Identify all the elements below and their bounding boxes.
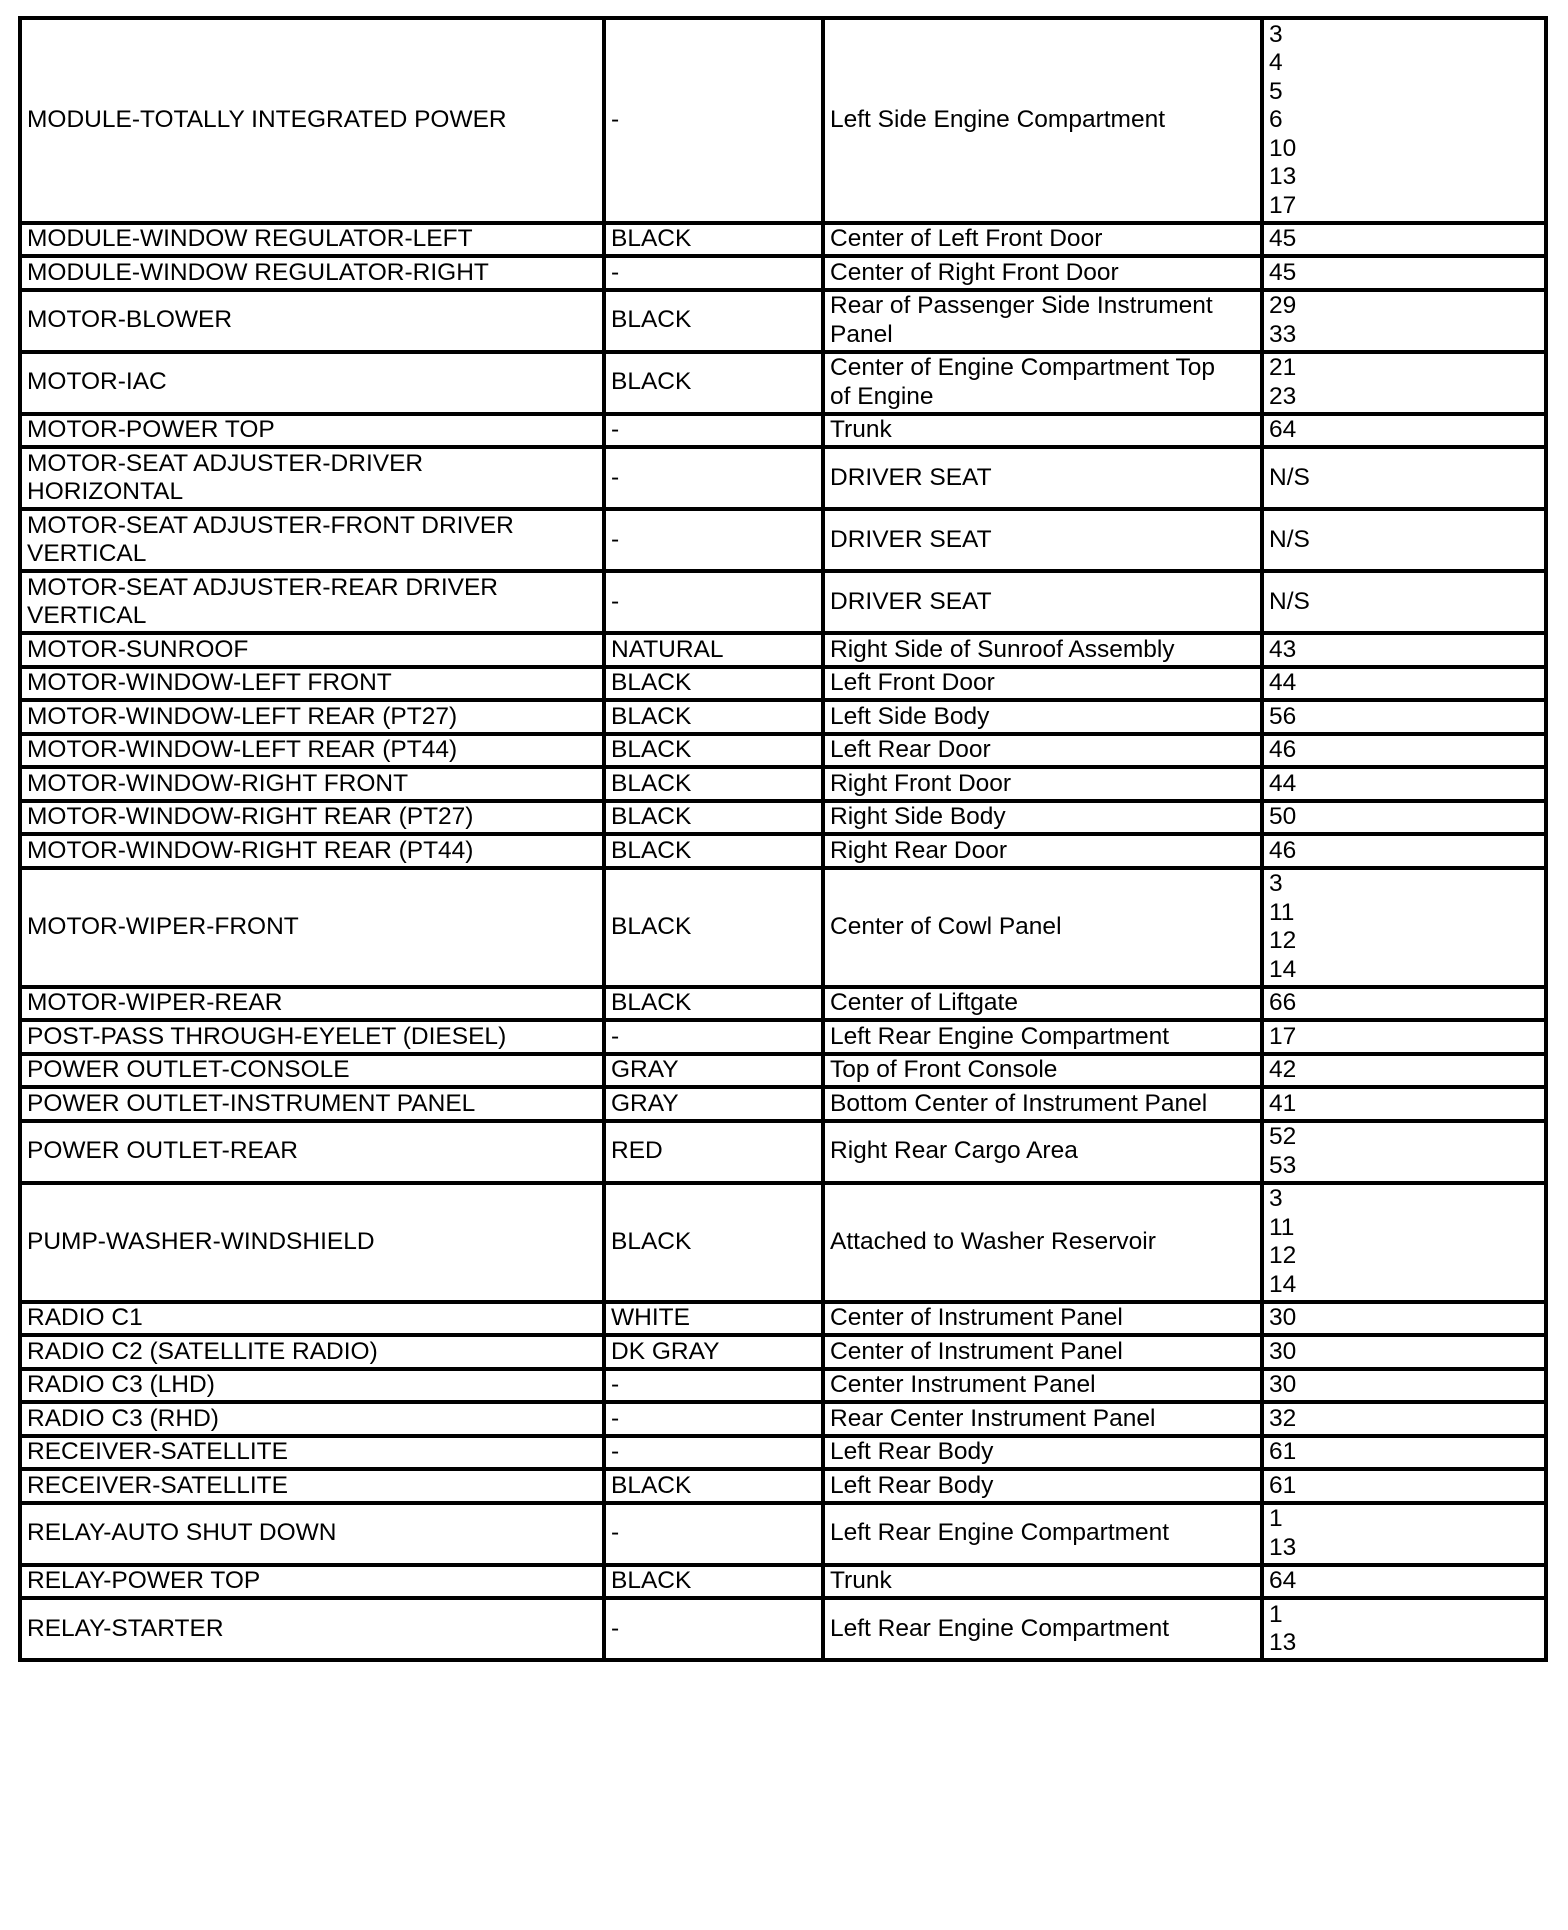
figure-number-cell-line: 30	[1269, 1304, 1297, 1331]
location-cell-line: Right Rear Cargo Area	[830, 1137, 1078, 1165]
figure-number-cell-line: 10	[1269, 134, 1297, 162]
component-name-cell	[20, 801, 604, 835]
connector-color-cell: DK GRAY	[604, 1335, 823, 1369]
figure-number-cell	[1262, 633, 1546, 667]
component-name-cell-line: MOTOR-SEAT ADJUSTER-DRIVER	[27, 449, 424, 477]
location-cell	[823, 223, 1262, 257]
connector-color-cell: BLACK	[604, 734, 823, 768]
location-cell-line: Left Rear Engine Compartment	[830, 1022, 1170, 1050]
component-name-cell	[20, 18, 604, 223]
component-name-cell-line: RADIO C1	[27, 1304, 143, 1331]
figure-number-cell-line: 30	[1269, 1337, 1297, 1365]
table-row	[20, 801, 1546, 835]
table-row	[20, 571, 1546, 633]
connector-color-cell: BLACK	[604, 223, 823, 257]
location-cell-line: Center of Right Front Door	[830, 258, 1119, 286]
connector-color-cell: RED	[604, 1121, 823, 1183]
location-cell-line: Rear Center Instrument Panel	[830, 1404, 1156, 1432]
connector-color-cell: BLACK	[604, 667, 823, 701]
figure-number-cell	[1262, 1503, 1546, 1565]
figure-number-cell-line: N/S	[1269, 587, 1310, 615]
connector-color-cell: -	[604, 414, 823, 448]
location-cell-line: Left Side Engine Compartment	[830, 106, 1166, 133]
table-body	[20, 18, 1546, 1660]
connector-color-cell: GRAY	[604, 1087, 823, 1121]
connector-color-cell: BLACK	[604, 834, 823, 868]
location-cell-line: Trunk	[830, 1567, 892, 1594]
component-name-cell-line: RADIO C3 (LHD)	[27, 1371, 215, 1398]
table-row	[20, 1183, 1546, 1302]
figure-number-cell-line: 17	[1269, 1022, 1297, 1050]
connector-color-cell: BLACK	[604, 1565, 823, 1599]
location-cell	[823, 1335, 1262, 1369]
table-row	[20, 1369, 1546, 1403]
location-cell	[823, 734, 1262, 768]
figure-number-cell-line: 42	[1269, 1056, 1297, 1083]
component-name-cell-line: MOTOR-WINDOW-RIGHT FRONT	[27, 769, 409, 797]
location-cell-line: Attached to Washer Reservoir	[830, 1227, 1156, 1255]
figure-number-cell-line: 53	[1269, 1151, 1297, 1179]
figure-number-cell-line: 52	[1269, 1123, 1297, 1150]
location-cell	[823, 987, 1262, 1021]
figure-number-cell-line: 61	[1269, 1438, 1297, 1465]
connector-color-cell: BLACK	[604, 801, 823, 835]
location-cell-line: Panel	[830, 320, 893, 348]
location-cell	[823, 700, 1262, 734]
component-name-cell	[20, 256, 604, 290]
figure-number-cell-line: 13	[1269, 1533, 1297, 1561]
table-row	[20, 1054, 1546, 1088]
location-cell	[823, 1121, 1262, 1183]
location-cell	[823, 1469, 1262, 1503]
connector-color-cell: -	[604, 447, 823, 509]
figure-number-cell-line: 41	[1269, 1089, 1297, 1117]
location-cell	[823, 1087, 1262, 1121]
connector-color-cell: -	[604, 256, 823, 290]
figure-number-cell	[1262, 509, 1546, 571]
figure-number-cell	[1262, 1183, 1546, 1302]
figure-number-cell-line: 21	[1269, 354, 1297, 381]
location-cell	[823, 1054, 1262, 1088]
figure-number-cell	[1262, 18, 1546, 223]
component-name-cell	[20, 1302, 604, 1336]
component-name-cell	[20, 1054, 604, 1088]
figure-number-cell-line: 11	[1269, 1213, 1295, 1241]
figure-number-cell	[1262, 1598, 1546, 1660]
component-name-cell	[20, 1469, 604, 1503]
figure-number-cell	[1262, 1087, 1546, 1121]
component-name-cell	[20, 1020, 604, 1054]
figure-number-cell-line: 3	[1269, 870, 1283, 897]
figure-number-cell-line: N/S	[1269, 463, 1310, 491]
location-cell-line: DRIVER SEAT	[830, 587, 992, 615]
figure-number-cell-line: 14	[1269, 955, 1297, 983]
component-name-cell	[20, 447, 604, 509]
location-cell	[823, 834, 1262, 868]
component-name-cell-line: MOTOR-POWER TOP	[27, 416, 275, 443]
figure-number-cell	[1262, 290, 1546, 352]
component-name-cell-line: VERTICAL	[27, 540, 147, 567]
figure-number-cell	[1262, 1369, 1546, 1403]
figure-number-cell-line: N/S	[1269, 525, 1310, 553]
figure-number-cell-line: 12	[1269, 1242, 1297, 1269]
figure-number-cell	[1262, 571, 1546, 633]
component-name-cell-line: MOTOR-WINDOW-LEFT FRONT	[27, 669, 392, 696]
figure-number-cell	[1262, 868, 1546, 987]
location-cell-line: Right Side Body	[830, 803, 1006, 830]
table-row	[20, 18, 1546, 223]
table-row	[20, 1087, 1546, 1121]
component-name-cell-line: RELAY-AUTO SHUT DOWN	[27, 1519, 337, 1547]
location-cell	[823, 667, 1262, 701]
figure-number-cell-line: 3	[1269, 20, 1283, 48]
table-row	[20, 1598, 1546, 1660]
component-name-cell-line: MODULE-TOTALLY INTEGRATED POWER	[27, 106, 507, 133]
location-cell-line: DRIVER SEAT	[830, 463, 992, 491]
location-cell-line: Top of Front Console	[830, 1056, 1058, 1083]
location-cell-line: Left Front Door	[830, 669, 995, 696]
location-cell	[823, 1020, 1262, 1054]
figure-number-cell	[1262, 1121, 1546, 1183]
location-cell-line: Trunk	[830, 416, 892, 443]
location-cell-line: Bottom Center of Instrument Panel	[830, 1089, 1208, 1117]
component-name-cell	[20, 700, 604, 734]
figure-number-cell-line: 11	[1269, 898, 1295, 926]
component-name-cell-line: MOTOR-BLOWER	[27, 306, 233, 334]
component-name-cell-line: MOTOR-SUNROOF	[27, 635, 249, 663]
figure-number-cell	[1262, 223, 1546, 257]
figure-number-cell-line: 50	[1269, 803, 1297, 830]
component-name-cell-line: POWER OUTLET-REAR	[27, 1137, 298, 1165]
figure-number-cell-line: 23	[1269, 382, 1297, 410]
component-name-cell-line: VERTICAL	[27, 602, 147, 629]
location-cell-line: of Engine	[830, 382, 934, 410]
component-name-cell	[20, 223, 604, 257]
table-row	[20, 734, 1546, 768]
figure-number-cell-line: 44	[1269, 769, 1297, 797]
component-name-cell-line: POWER OUTLET-INSTRUMENT PANEL	[27, 1089, 476, 1117]
component-name-cell-line: MODULE-WINDOW REGULATOR-RIGHT	[27, 258, 489, 286]
component-name-cell-line: RECEIVER-SATELLITE	[27, 1471, 288, 1499]
location-cell	[823, 1598, 1262, 1660]
component-name-cell-line: MOTOR-SEAT ADJUSTER-FRONT DRIVER	[27, 511, 514, 539]
figure-number-cell-line: 44	[1269, 669, 1297, 696]
figure-number-cell-line: 12	[1269, 927, 1297, 954]
connector-color-cell: -	[604, 1598, 823, 1660]
figure-number-cell	[1262, 1054, 1546, 1088]
component-name-cell	[20, 1369, 604, 1403]
component-name-cell-line: MOTOR-WIPER-REAR	[27, 989, 283, 1016]
figure-number-cell-line: 5	[1269, 77, 1283, 105]
figure-number-cell-line: 17	[1269, 191, 1297, 219]
location-cell-line: Center of Cowl Panel	[830, 912, 1062, 940]
figure-number-cell-line: 64	[1269, 416, 1297, 443]
component-name-cell	[20, 1183, 604, 1302]
component-name-cell	[20, 290, 604, 352]
figure-number-cell	[1262, 1402, 1546, 1436]
figure-number-cell-line: 45	[1269, 225, 1297, 252]
figure-number-cell	[1262, 1335, 1546, 1369]
component-name-cell-line: MOTOR-WINDOW-LEFT REAR (PT27)	[27, 702, 458, 730]
component-name-cell	[20, 1402, 604, 1436]
location-cell	[823, 509, 1262, 571]
location-cell	[823, 767, 1262, 801]
component-name-cell-line: MOTOR-IAC	[27, 368, 167, 396]
table-row	[20, 256, 1546, 290]
component-name-cell-line: RADIO C2 (SATELLITE RADIO)	[27, 1337, 378, 1365]
component-name-cell-line: RECEIVER-SATELLITE	[27, 1438, 288, 1465]
component-name-cell-line: HORIZONTAL	[27, 478, 184, 505]
figure-number-cell-line: 56	[1269, 702, 1297, 730]
component-name-cell	[20, 1503, 604, 1565]
connector-color-cell: BLACK	[604, 767, 823, 801]
component-name-cell-line: MOTOR-SEAT ADJUSTER-REAR DRIVER	[27, 573, 499, 601]
location-cell-line: Left Rear Body	[830, 1438, 994, 1465]
component-name-cell	[20, 1335, 604, 1369]
location-cell	[823, 18, 1262, 223]
table-row	[20, 868, 1546, 987]
location-cell	[823, 801, 1262, 835]
table-row	[20, 1302, 1546, 1336]
location-cell-line: Left Side Body	[830, 702, 990, 730]
table-row	[20, 633, 1546, 667]
component-name-cell	[20, 834, 604, 868]
connector-color-cell: WHITE	[604, 1302, 823, 1336]
figure-number-cell	[1262, 667, 1546, 701]
component-name-cell-line: MOTOR-WINDOW-LEFT REAR (PT44)	[27, 736, 458, 763]
component-name-cell-line: MODULE-WINDOW REGULATOR-LEFT	[27, 225, 473, 252]
component-name-cell	[20, 571, 604, 633]
location-cell-line: Left Rear Engine Compartment	[830, 1519, 1170, 1547]
figure-number-cell	[1262, 1020, 1546, 1054]
figure-number-cell	[1262, 987, 1546, 1021]
component-name-cell	[20, 987, 604, 1021]
connector-color-cell: BLACK	[604, 1469, 823, 1503]
figure-number-cell-line: 1	[1269, 1505, 1283, 1532]
location-cell	[823, 290, 1262, 352]
component-name-cell-line: MOTOR-WINDOW-RIGHT REAR (PT44)	[27, 836, 474, 864]
connector-color-cell: -	[604, 18, 823, 223]
connector-color-cell: -	[604, 1402, 823, 1436]
figure-number-cell-line: 14	[1269, 1270, 1297, 1298]
component-name-cell-line: POWER OUTLET-CONSOLE	[27, 1056, 350, 1083]
connector-color-cell: BLACK	[604, 987, 823, 1021]
connector-color-cell: -	[604, 1503, 823, 1565]
location-cell	[823, 1436, 1262, 1470]
component-name-cell	[20, 1121, 604, 1183]
figure-number-cell	[1262, 256, 1546, 290]
table-row	[20, 1402, 1546, 1436]
location-cell	[823, 868, 1262, 987]
connector-color-cell: BLACK	[604, 290, 823, 352]
component-name-cell-line: MOTOR-WINDOW-RIGHT REAR (PT27)	[27, 803, 474, 830]
table-row	[20, 290, 1546, 352]
location-cell	[823, 352, 1262, 414]
location-cell	[823, 1565, 1262, 1599]
connector-color-cell: BLACK	[604, 700, 823, 734]
location-cell	[823, 447, 1262, 509]
connector-color-cell: BLACK	[604, 1183, 823, 1302]
figure-number-cell-line: 6	[1269, 106, 1283, 133]
figure-number-cell-line: 4	[1269, 49, 1283, 76]
component-name-cell	[20, 1087, 604, 1121]
connector-location-table	[18, 16, 1548, 1662]
component-name-cell-line: RELAY-STARTER	[27, 1614, 224, 1642]
table-row	[20, 1121, 1546, 1183]
table-row	[20, 1469, 1546, 1503]
location-cell-line: Center Instrument Panel	[830, 1371, 1096, 1398]
table-row	[20, 447, 1546, 509]
table-row	[20, 352, 1546, 414]
table-row	[20, 509, 1546, 571]
location-cell	[823, 414, 1262, 448]
component-name-cell	[20, 734, 604, 768]
table-row	[20, 987, 1546, 1021]
connector-color-cell: -	[604, 509, 823, 571]
figure-number-cell	[1262, 1469, 1546, 1503]
location-cell-line: Center of Left Front Door	[830, 225, 1103, 252]
figure-number-cell-line: 33	[1269, 320, 1297, 348]
figure-number-cell	[1262, 834, 1546, 868]
location-cell-line: Left Rear Engine Compartment	[830, 1614, 1170, 1642]
component-name-cell-line: RADIO C3 (RHD)	[27, 1404, 219, 1432]
component-name-cell-line: POST-PASS THROUGH-EYELET (DIESEL)	[27, 1022, 507, 1050]
component-name-cell	[20, 352, 604, 414]
component-name-cell	[20, 633, 604, 667]
connector-color-cell: BLACK	[604, 868, 823, 987]
location-cell	[823, 1503, 1262, 1565]
component-name-cell	[20, 1598, 604, 1660]
location-cell	[823, 1183, 1262, 1302]
table-row	[20, 1020, 1546, 1054]
figure-number-cell-line: 3	[1269, 1185, 1283, 1212]
component-name-cell-line: RELAY-POWER TOP	[27, 1567, 261, 1594]
location-cell	[823, 1369, 1262, 1403]
figure-number-cell-line: 61	[1269, 1471, 1297, 1499]
figure-number-cell-line: 45	[1269, 258, 1297, 286]
figure-number-cell-line: 13	[1269, 1629, 1297, 1656]
component-name-cell	[20, 509, 604, 571]
figure-number-cell	[1262, 767, 1546, 801]
component-name-cell	[20, 868, 604, 987]
figure-number-cell	[1262, 734, 1546, 768]
connector-color-cell: -	[604, 1436, 823, 1470]
connector-color-cell: -	[604, 571, 823, 633]
table-row	[20, 223, 1546, 257]
table-row	[20, 667, 1546, 701]
figure-number-cell-line: 64	[1269, 1567, 1297, 1594]
figure-number-cell	[1262, 1565, 1546, 1599]
table-row	[20, 414, 1546, 448]
location-cell	[823, 256, 1262, 290]
figure-number-cell-line: 29	[1269, 292, 1297, 319]
component-name-cell	[20, 667, 604, 701]
figure-number-cell-line: 46	[1269, 836, 1297, 864]
location-cell-line: Right Side of Sunroof Assembly	[830, 635, 1175, 663]
connector-color-cell: BLACK	[604, 352, 823, 414]
location-cell-line: Left Rear Body	[830, 1471, 994, 1499]
figure-number-cell	[1262, 414, 1546, 448]
location-cell-line: Right Front Door	[830, 769, 1012, 797]
location-cell-line: Right Rear Door	[830, 836, 1008, 864]
table-row	[20, 1335, 1546, 1369]
location-cell-line: Center of Instrument Panel	[830, 1304, 1123, 1331]
figure-number-cell-line: 30	[1269, 1371, 1297, 1398]
figure-number-cell-line: 66	[1269, 989, 1297, 1016]
component-name-cell	[20, 414, 604, 448]
location-cell	[823, 1302, 1262, 1336]
location-cell-line: DRIVER SEAT	[830, 525, 992, 553]
figure-number-cell	[1262, 1302, 1546, 1336]
location-cell	[823, 571, 1262, 633]
figure-number-cell-line: 43	[1269, 635, 1297, 663]
location-cell-line: Center of Engine Compartment Top	[830, 354, 1215, 381]
connector-color-cell: -	[604, 1369, 823, 1403]
figure-number-cell-line: 46	[1269, 736, 1297, 763]
connector-color-cell: -	[604, 1020, 823, 1054]
figure-number-cell-line: 13	[1269, 163, 1297, 190]
figure-number-cell	[1262, 352, 1546, 414]
location-cell-line: Center of Liftgate	[830, 989, 1018, 1016]
table-row	[20, 700, 1546, 734]
table-row	[20, 1565, 1546, 1599]
figure-number-cell	[1262, 1436, 1546, 1470]
location-cell-line: Left Rear Door	[830, 736, 991, 763]
figure-number-cell	[1262, 801, 1546, 835]
table-row	[20, 767, 1546, 801]
connector-color-cell: GRAY	[604, 1054, 823, 1088]
location-cell	[823, 1402, 1262, 1436]
location-cell-line: Rear of Passenger Side Instrument	[830, 292, 1213, 319]
location-cell	[823, 633, 1262, 667]
figure-number-cell	[1262, 447, 1546, 509]
component-name-cell	[20, 1436, 604, 1470]
table-row	[20, 1503, 1546, 1565]
table-row	[20, 834, 1546, 868]
component-name-cell	[20, 1565, 604, 1599]
table-row	[20, 1436, 1546, 1470]
component-name-cell-line: PUMP-WASHER-WINDSHIELD	[27, 1227, 375, 1255]
component-name-cell	[20, 767, 604, 801]
figure-number-cell-line: 32	[1269, 1404, 1297, 1432]
component-name-cell-line: MOTOR-WIPER-FRONT	[27, 912, 299, 940]
figure-number-cell	[1262, 700, 1546, 734]
connector-color-cell: NATURAL	[604, 633, 823, 667]
figure-number-cell-line: 1	[1269, 1600, 1283, 1628]
location-cell-line: Center of Instrument Panel	[830, 1337, 1123, 1365]
